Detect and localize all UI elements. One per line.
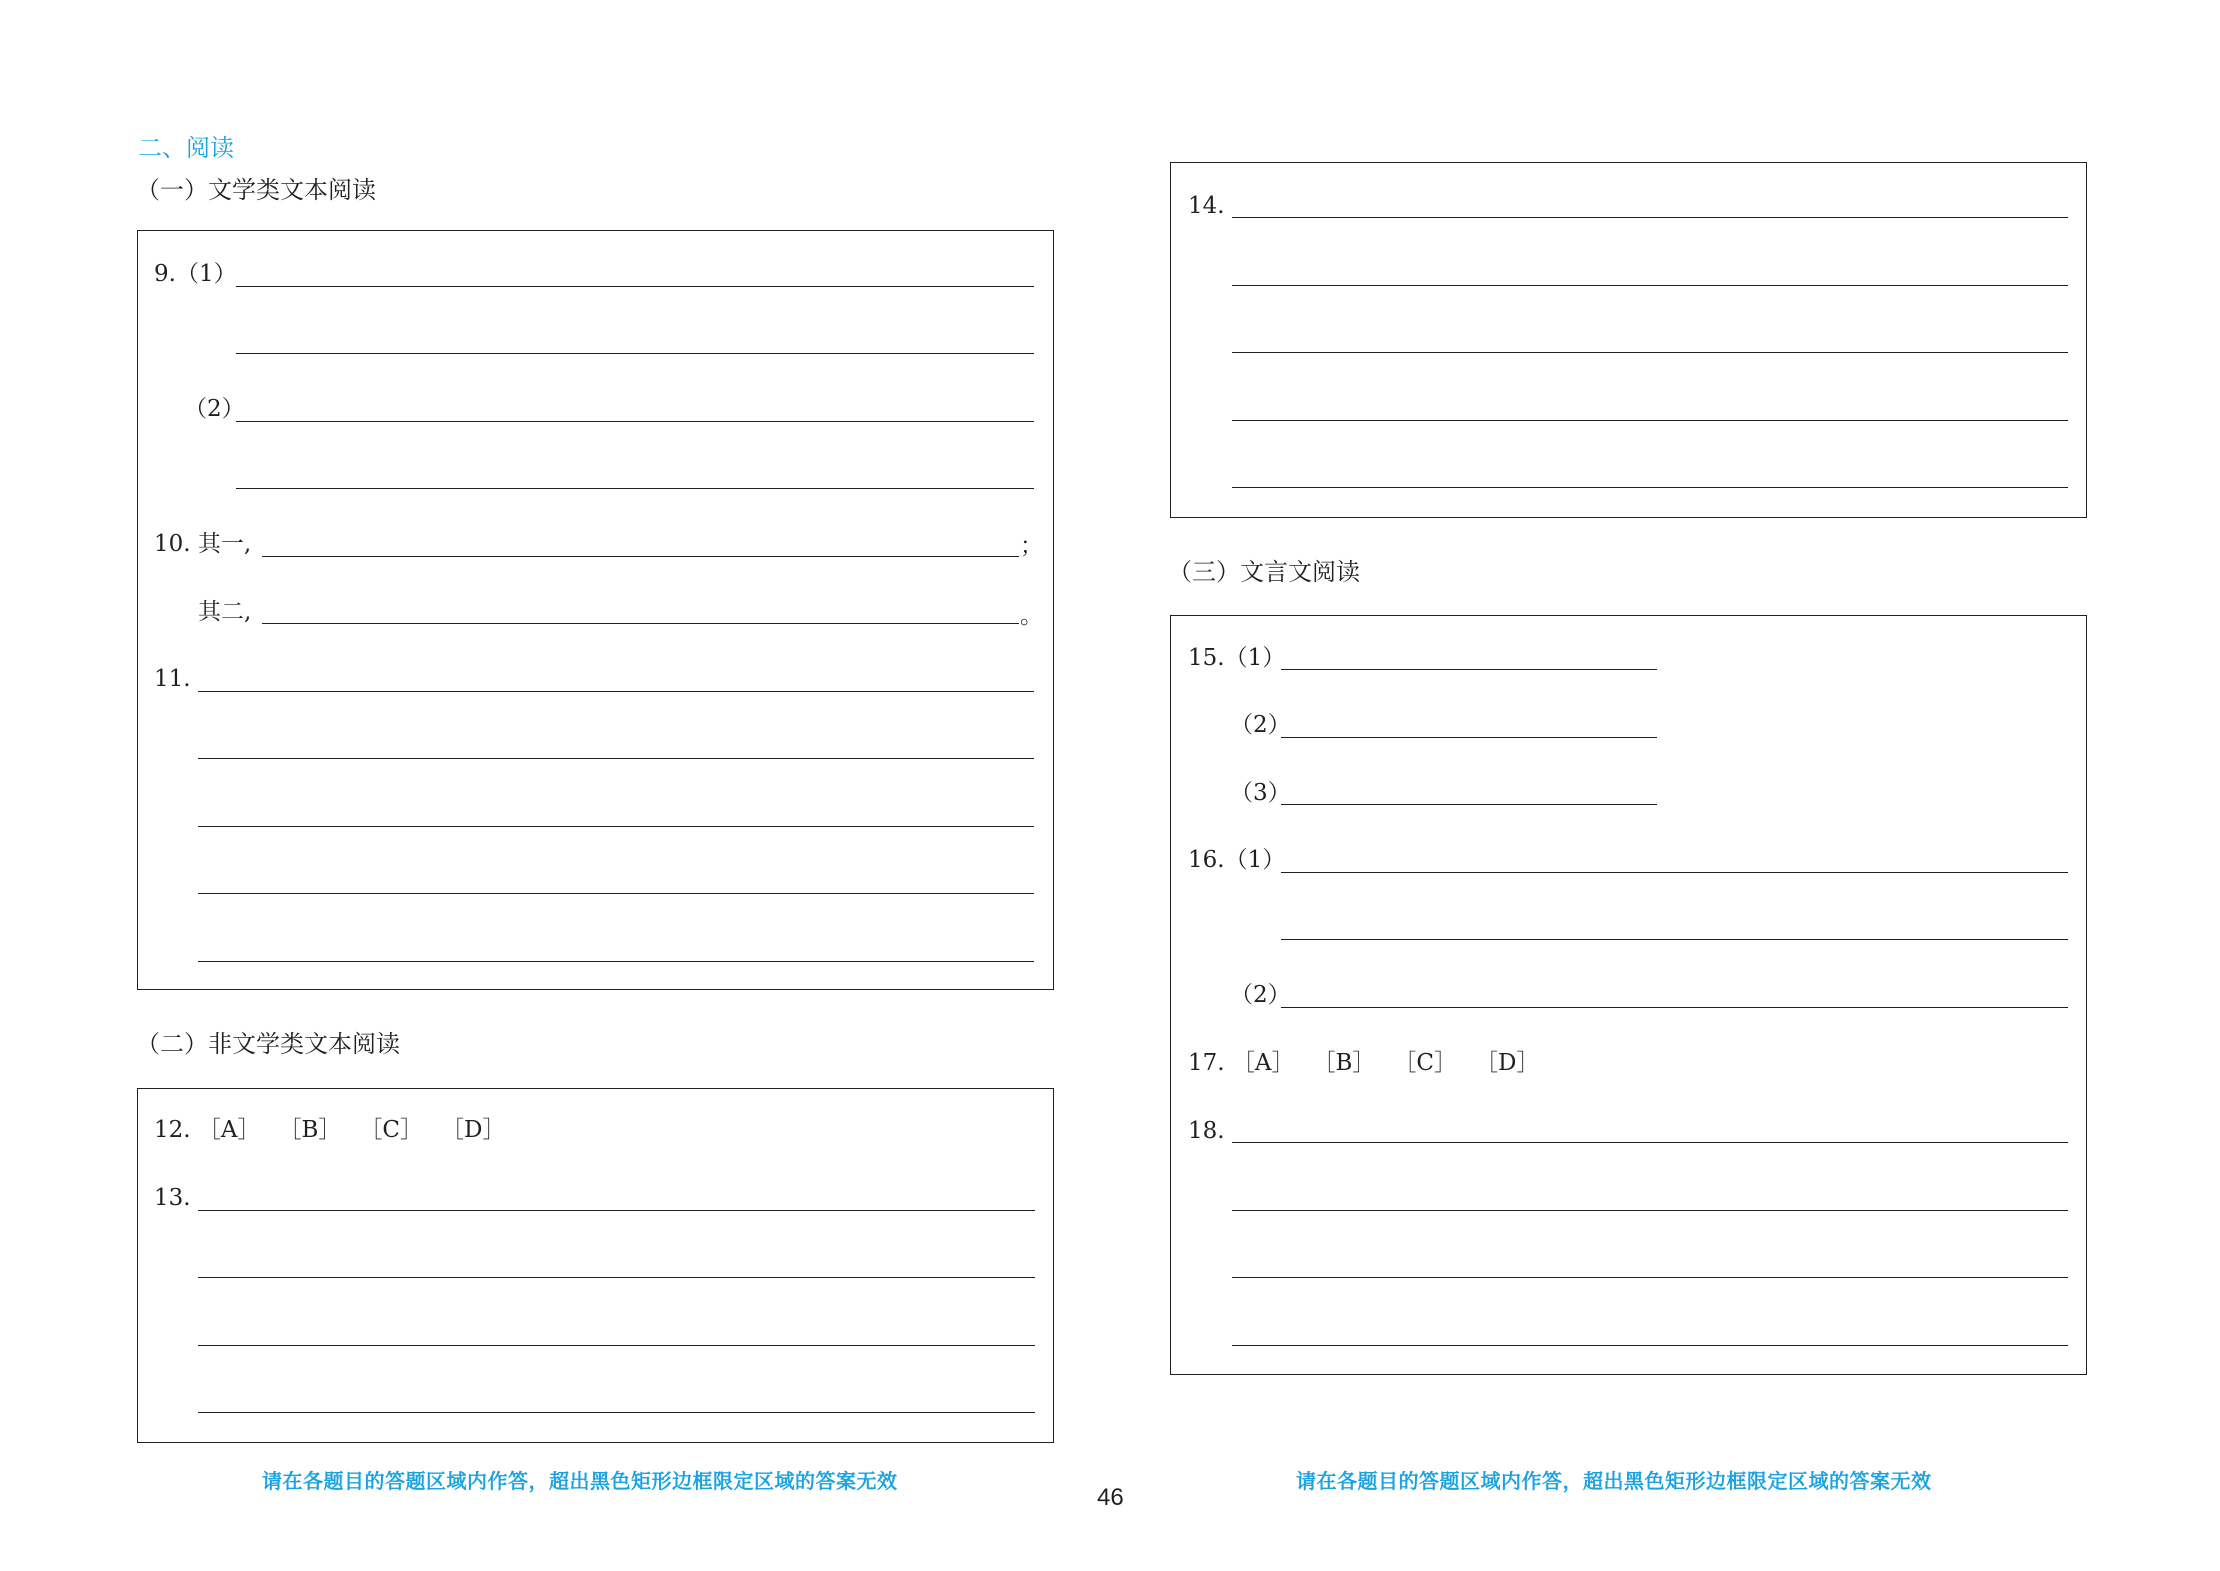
q16-2-label: （2）	[1230, 982, 1291, 1008]
q12-option-d[interactable]: ［D］	[441, 1117, 506, 1143]
answer-line[interactable]	[1281, 804, 1657, 805]
q15-3-label: （3）	[1230, 780, 1291, 806]
q9-2-label: （2）	[184, 396, 245, 422]
answer-line[interactable]	[1232, 1345, 2068, 1346]
q10-end-semicolon: ；	[1020, 533, 1043, 559]
answer-line[interactable]	[1232, 487, 2068, 488]
q16-1-label: 16.（1）	[1188, 847, 1286, 873]
footer-note-right: 请在各题目的答题区域内作答，超出黑色矩形边框限定区域的答案无效	[1296, 1469, 1932, 1493]
answer-line[interactable]	[1232, 1210, 2068, 1211]
answer-line[interactable]	[198, 1345, 1035, 1346]
subsection-non-literary-title: （二）非文学类文本阅读	[136, 1030, 400, 1058]
q12-option-b[interactable]: ［B］	[278, 1117, 342, 1143]
answer-line[interactable]	[1281, 737, 1657, 738]
q13-label: 13.	[154, 1185, 191, 1211]
q18-label: 18.	[1188, 1118, 1225, 1144]
answer-line[interactable]	[1232, 352, 2068, 353]
q10-end-period: 。	[1020, 603, 1043, 629]
answer-line[interactable]	[1281, 872, 2068, 873]
q10-label: 10. 其一,	[154, 531, 252, 557]
q12-option-c[interactable]: ［C］	[359, 1117, 424, 1143]
answer-line[interactable]	[1232, 217, 2068, 218]
answer-line[interactable]	[1281, 939, 2068, 940]
q9-label: 9.（1）	[154, 261, 237, 287]
q17-option-a[interactable]: ［A］	[1231, 1050, 1295, 1076]
answer-line[interactable]	[262, 556, 1019, 557]
answer-line[interactable]	[198, 893, 1034, 894]
answer-line[interactable]	[1232, 285, 2068, 286]
footer-note-left: 请在各题目的答题区域内作答，超出黑色矩形边框限定区域的答案无效	[262, 1469, 898, 1493]
subsection-classical-title: （三）文言文阅读	[1168, 558, 1360, 586]
q14-label: 14.	[1188, 193, 1225, 219]
q12-label	[154, 1116, 523, 1144]
q17-option-d[interactable]: ［D］	[1475, 1050, 1540, 1076]
subsection-literary-title: （一）文学类文本阅读	[136, 176, 376, 204]
q10-b-label: 其二,	[198, 599, 252, 625]
q17-number: 17.	[1188, 1050, 1225, 1076]
answer-line[interactable]	[198, 1210, 1035, 1211]
answer-line[interactable]	[198, 758, 1034, 759]
answer-line[interactable]	[1232, 1277, 2068, 1278]
answer-line[interactable]	[236, 421, 1034, 422]
answer-line[interactable]	[262, 623, 1019, 624]
q17-option-c[interactable]: ［C］	[1393, 1050, 1458, 1076]
answer-line[interactable]	[198, 826, 1034, 827]
answer-line[interactable]	[198, 1412, 1035, 1413]
answer-line[interactable]	[236, 286, 1034, 287]
answer-box-q14	[1170, 162, 2087, 518]
q11-label: 11.	[154, 666, 191, 692]
answer-line[interactable]	[1232, 420, 2068, 421]
q12-number: 12.	[154, 1117, 191, 1143]
q15-2-label: （2）	[1230, 712, 1291, 738]
answer-box-literary	[137, 230, 1054, 990]
answer-line[interactable]	[198, 1277, 1035, 1278]
answer-line[interactable]	[1281, 1007, 2068, 1008]
page-number: 46	[1097, 1484, 1124, 1511]
answer-line[interactable]	[236, 488, 1034, 489]
section-title: 二、阅读	[138, 134, 234, 162]
answer-line[interactable]	[198, 691, 1034, 692]
answer-box-classical	[1170, 615, 2087, 1375]
answer-line[interactable]	[236, 353, 1034, 354]
answer-line[interactable]	[1281, 669, 1657, 670]
answer-line[interactable]	[1232, 1142, 2068, 1143]
q15-1-label: 15.（1）	[1188, 645, 1286, 671]
q17-label	[1188, 1049, 1557, 1077]
q12-option-a[interactable]: ［A］	[197, 1117, 261, 1143]
q17-option-b[interactable]: ［B］	[1312, 1050, 1376, 1076]
answer-line[interactable]	[198, 961, 1034, 962]
